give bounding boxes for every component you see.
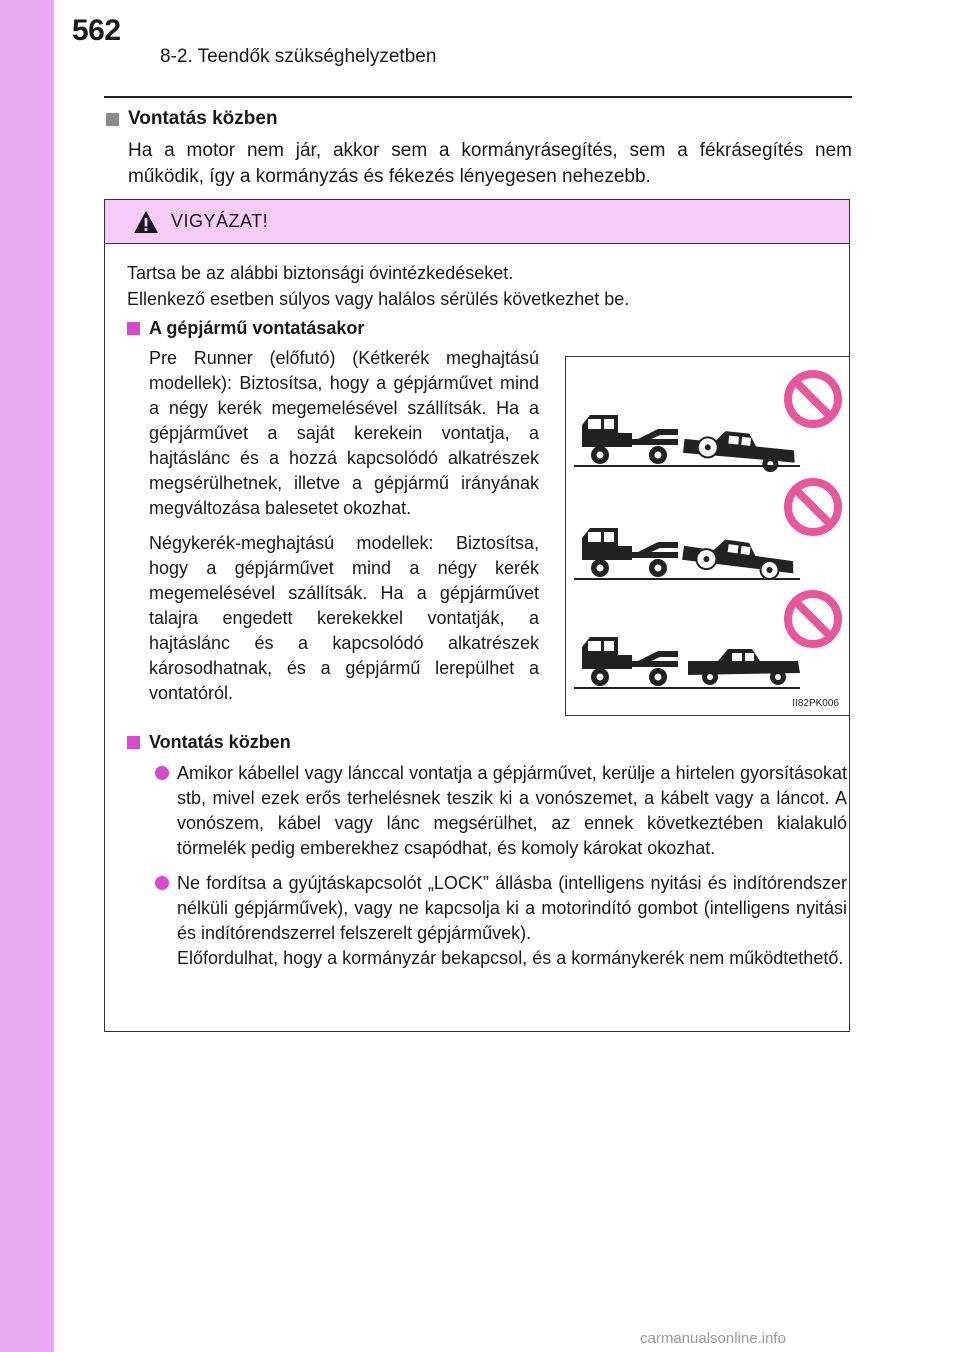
bullet-list <box>127 761 847 981</box>
section-heading-text: Vontatás közben <box>128 108 278 129</box>
paragraph-2wd: Pre Runner (előfutó) (Kétkerék meghajtású modellek): Biztosítsa, hogy a gépjárművet mind a négy kerék megemelésével szállítsák. Ha a gépjárművet a saját kerekein vontatja, a hajtáslánc és a hozzá kapcsolódó alkatrészek megsérülhetnek, illetve a gépjármű irányának megváltozása balesetet okozhat. <box>149 348 539 518</box>
warning-intro-line-2: Ellenkező esetben súlyos vagy halálos sérülés következhet be. <box>127 289 630 309</box>
bullet-text <box>177 871 847 971</box>
scenario-3 <box>574 637 800 689</box>
chapter-title: 8-2. Teendők szükséghelyzetben <box>160 46 437 67</box>
bullet-text-line-a: Ne fordítsa a gyújtáskapcsolót „LOCK” állásba (intelligens nyitási és indítórendszer nélküli gépjárművek), vagy ne kapcsolja ki a motorindító gombot (intelligens nyitási és indítórendszerrel felszerelt gépjárművek). <box>177 873 847 943</box>
section-heading <box>106 108 852 130</box>
warning-intro <box>127 260 847 312</box>
subheading-during-towing <box>127 732 291 753</box>
paragraph-4wd: Négykerék-meghajtású modellek: Biztosítsa, hogy a gépjárművet mind a négy kerék megemelésével szállítsák. Ha a gépjárművet talajra engedett kerekekkel vontatják, a hajtáslánc és a kapcsolódó alkatrészek károsodhatnak, és a gépjármű lerepülhet a vontatóról. <box>149 533 539 703</box>
prohibition-icon <box>788 374 838 424</box>
watermark: carmanualsonline.info <box>640 1330 786 1347</box>
prohibition-icon <box>788 482 838 532</box>
page-number: 562 <box>72 14 121 47</box>
subheading-towing-vehicle <box>127 318 364 339</box>
list-item <box>127 761 847 861</box>
towing-illustration <box>565 356 850 716</box>
scenario-1 <box>574 415 800 474</box>
towing-section <box>106 108 852 190</box>
square-bullet-icon <box>127 322 140 335</box>
warning-title: VIGYÁZAT! <box>171 211 269 231</box>
prohibited-towing-methods-diagram <box>566 357 849 715</box>
header-rule <box>104 96 852 98</box>
subheading-text: A gépjármű vontatásakor <box>149 318 365 338</box>
subheading-text: Vontatás közben <box>149 732 291 752</box>
warning-content <box>127 200 847 1031</box>
bullet-dot-icon <box>155 876 169 890</box>
square-bullet-icon <box>127 736 140 749</box>
figure-id: II82PK006 <box>792 698 839 709</box>
warning-intro-line-1: Tartsa be az alábbi biztonsági óvintézkedéseket. <box>127 263 514 283</box>
bullet-dot-icon <box>155 766 169 780</box>
chapter-side-band <box>0 0 54 1352</box>
towing-instructions <box>149 346 539 716</box>
bullet-text: Amikor kábellel vagy lánccal vontatja a gépjárművet, kerülje a hirtelen gyorsításokat stb, mivel ezek erős terhelésnek teszik ki a vonószemet, a kábelt vagy a láncot. A vonószem, kábel vagy lánc megsérülhet, az ennek következtében kialakuló törmelék pedig emberekhez csapódhat, és komoly károkat okozhat. <box>177 763 847 858</box>
list-item <box>127 871 847 971</box>
square-bullet-icon <box>106 113 119 126</box>
scenario-2 <box>574 528 800 582</box>
bullet-text-line-b: Előfordulhat, hogy a kormányzár bekapcsol, és a kormánykerék nem működtethető. <box>177 948 844 968</box>
section-body: Ha a motor nem jár, akkor sem a kormányrásegítés, sem a fékrásegítés nem működik, így a kormányzás és fékezés lényegesen nehezebb. <box>128 140 852 187</box>
prohibition-icon <box>788 594 838 644</box>
warning-box <box>104 199 850 1032</box>
